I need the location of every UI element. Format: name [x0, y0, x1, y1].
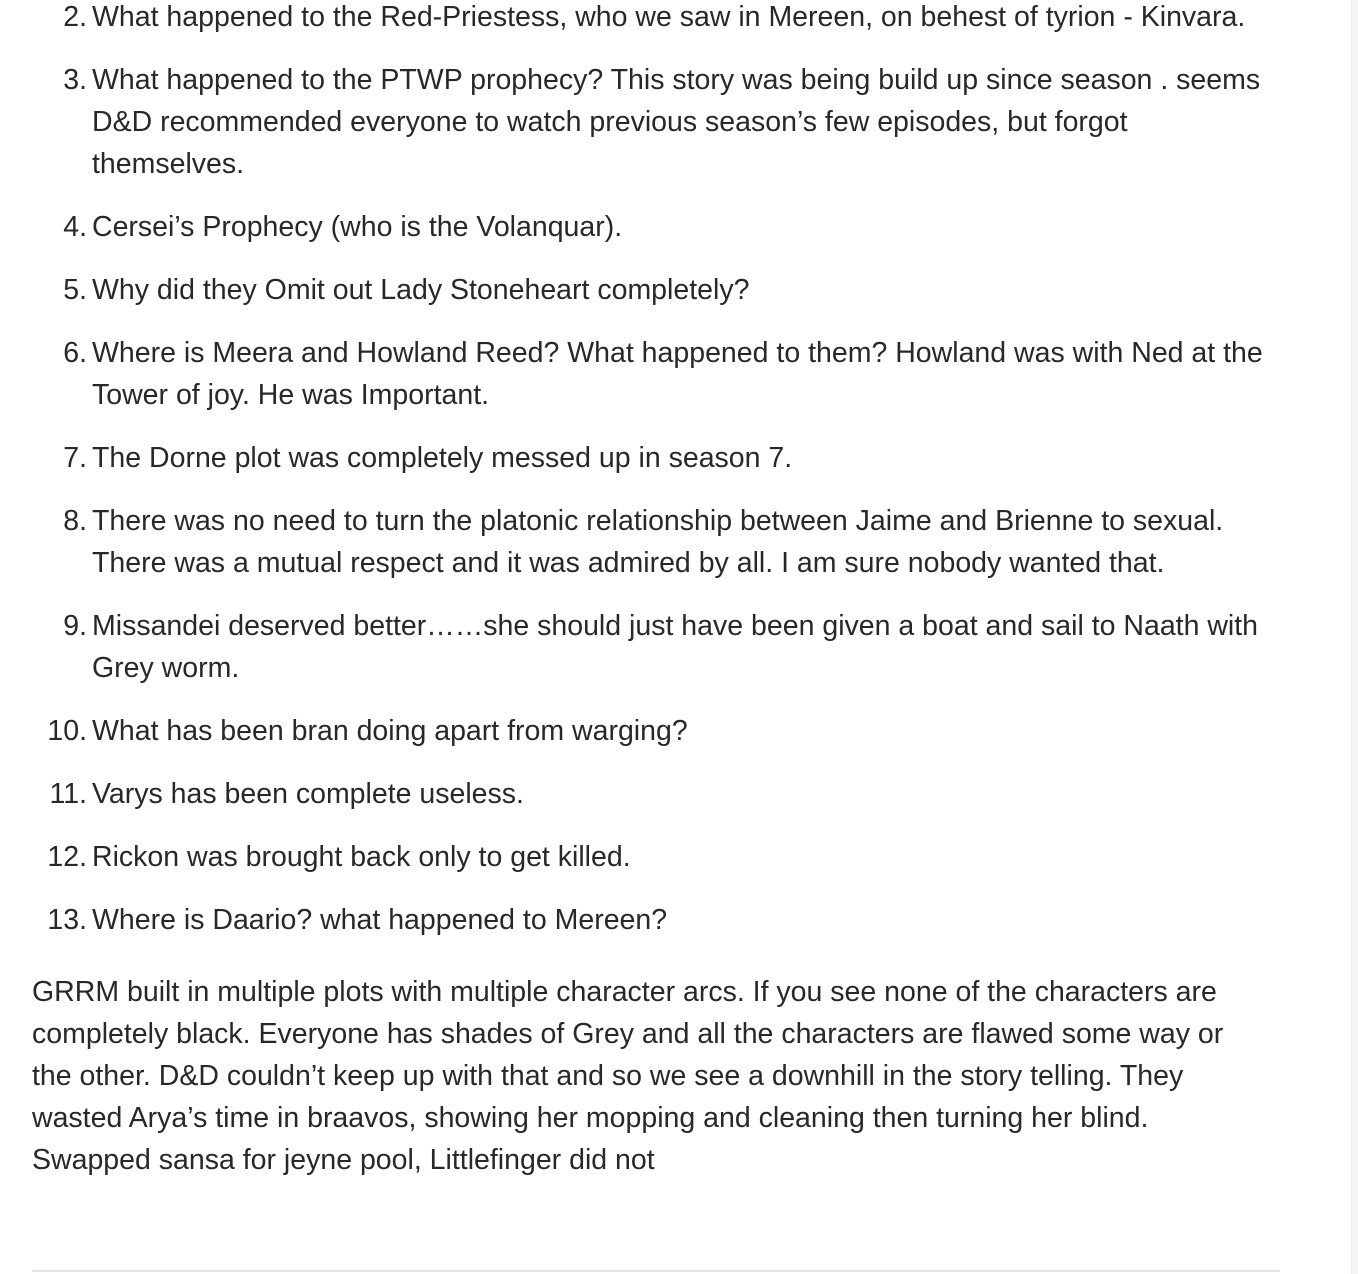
- list-item: [32, 437, 1282, 479]
- list-item: [32, 332, 1282, 416]
- list-item-number: 11.: [49, 778, 87, 810]
- numbered-list: [32, 0, 1282, 941]
- list-item-text: What happened to the PTWP prophecy? This story was being build up since season . seems D&D recommended everyone to watch previous season’s few episodes, but forgot themselves.: [92, 64, 1261, 180]
- answer-paragraph: GRRM built in multiple plots with multiple character arcs. If you see none of the characters are completely black. Everyone has shades of Grey and all the characters are flawed some way or the other. D&D couldn’t keep up with that and so we see a downhill in the story telling. They wasted Arya’s time in braavos, showing her mopping and cleaning then turning her blind. Swapped sansa for jeyne pool, Littlefinger did not: [32, 976, 1224, 1176]
- answer-content: [32, 0, 1282, 1181]
- list-item: [32, 710, 1282, 752]
- list-item-number: 5.: [63, 274, 87, 306]
- list-item: [32, 773, 1282, 815]
- list-item: [32, 269, 1282, 311]
- list-item: [32, 500, 1282, 584]
- list-item: [32, 836, 1282, 878]
- list-item-text: Varys has been complete useless.: [92, 778, 524, 810]
- list-item-number: 4.: [63, 211, 87, 243]
- list-item-number: 6.: [63, 337, 87, 369]
- list-item-number: 3.: [63, 64, 87, 96]
- list-item-number: 8.: [63, 505, 87, 537]
- list-item-text: What has been bran doing apart from warging?: [92, 715, 688, 747]
- list-item-text: There was no need to turn the platonic relationship between Jaime and Brienne to sexual. There was a mutual respect and it was admired by all. I am sure nobody wanted that.: [92, 505, 1224, 579]
- list-item-text: Cersei’s Prophecy (who is the Volanquar).: [92, 211, 623, 243]
- list-item-number: 12.: [47, 841, 87, 873]
- scrollbar-track[interactable]: [1351, 0, 1358, 1274]
- list-item-text: Where is Meera and Howland Reed? What happened to them? Howland was with Ned at the Tower of joy. He was Important.: [92, 337, 1263, 411]
- list-item-text: Rickon was brought back only to get killed.: [92, 841, 631, 873]
- list-item-number: 9.: [63, 610, 87, 642]
- list-item-text: Why did they Omit out Lady Stoneheart completely?: [92, 274, 750, 306]
- list-item-number: 7.: [63, 442, 87, 474]
- list-item: [32, 605, 1282, 689]
- list-item-number: 10.: [47, 715, 87, 747]
- list-item: [32, 0, 1282, 38]
- list-item-text: Missandei deserved better……she should just have been given a boat and sail to Naath with Grey worm.: [92, 610, 1259, 684]
- divider: [32, 1270, 1280, 1272]
- list-item: [32, 899, 1282, 941]
- list-item-text: Where is Daario? what happened to Mereen?: [92, 904, 668, 936]
- list-item: [32, 206, 1282, 248]
- list-item: [32, 59, 1282, 185]
- list-item-number: 2.: [63, 1, 87, 33]
- list-item-text: The Dorne plot was completely messed up in season 7.: [92, 442, 793, 474]
- list-item-number: 13.: [47, 904, 87, 936]
- list-item-text: What happened to the Red-Priestess, who we saw in Mereen, on behest of tyrion - Kinvara.: [92, 1, 1246, 33]
